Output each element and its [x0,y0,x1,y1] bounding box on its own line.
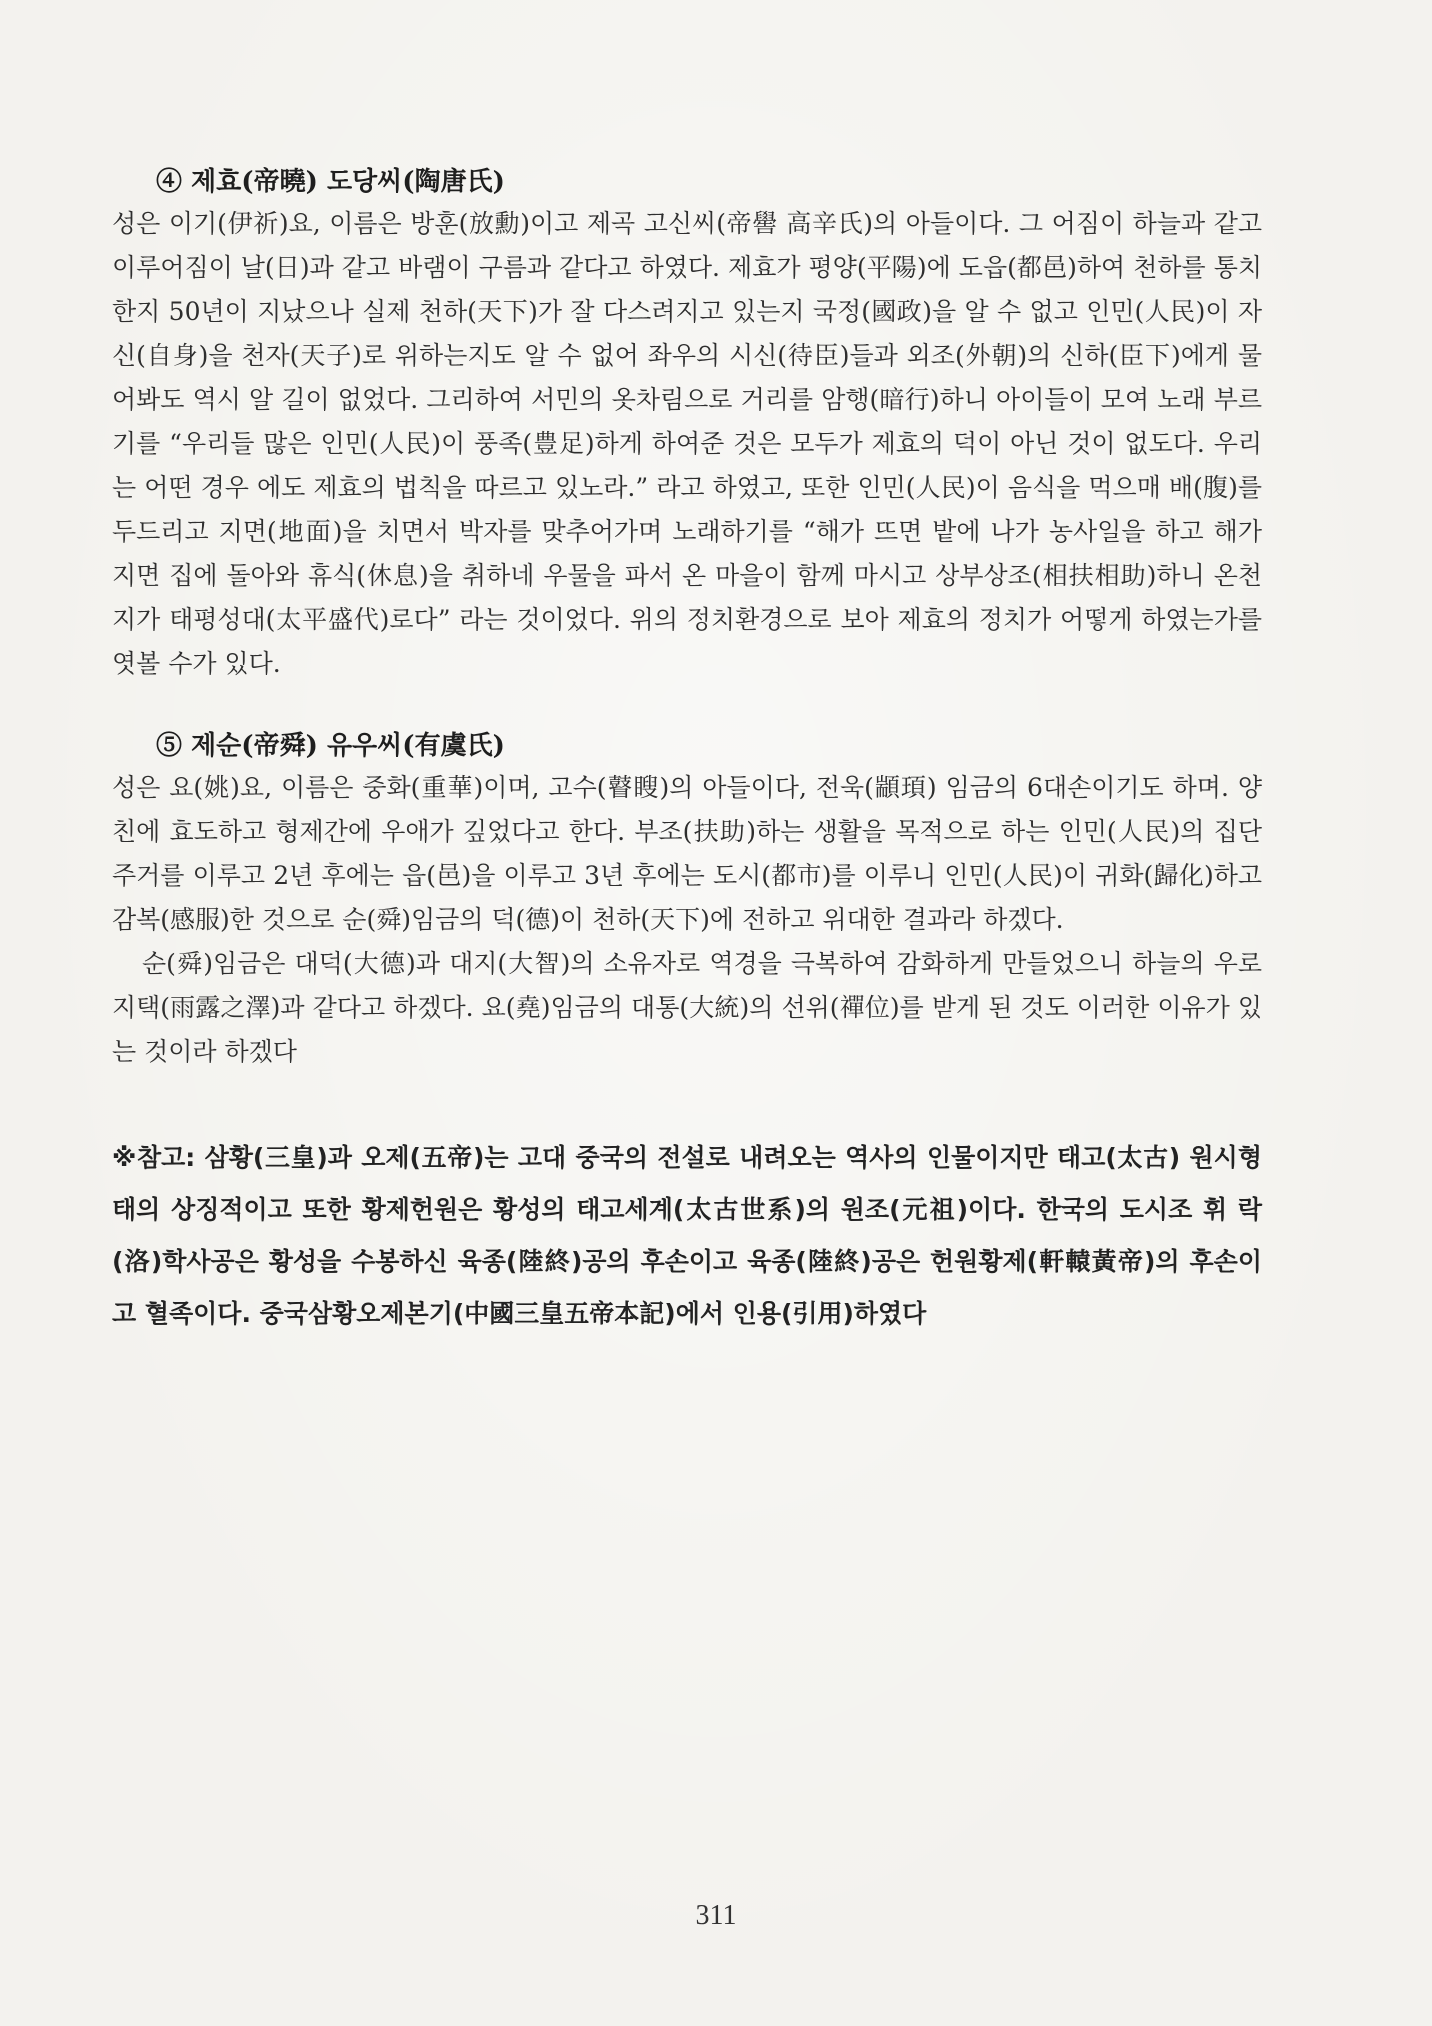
page-content [112,162,1262,1365]
page-number: 311 [695,1900,737,1931]
section-emperor-hyo [112,162,1262,686]
section-title-emperor-hyo: ④ 제효(帝曉) 도당씨(陶唐氏) [156,167,505,197]
section-emperor-sun [112,726,1262,1074]
section-paragraph-emperor-sun-2: 순(舜)임금은 대덕(大德)과 대지(大智)의 소유자로 역경을 극복하여 감화하게 만들었으니 하늘의 우로지택(雨露之澤)과 같다고 하겠다. 요(堯)임금의 대통(大統)의 선위(禪位)를 받게 된 것도 이러한 이유가 있는 것이라 하겠다 [112,949,1262,1066]
section-paragraph-emperor-sun-1: 성은 요(姚)요, 이름은 중화(重華)이며, 고수(瞽瞍)의 아들이다, 전욱(顓頊) 임금의 6대손이기도 하며. 양친에 효도하고 형제간에 우애가 깊었다고 한다. 부조(扶助)하는 생활을 목적으로 하는 인민(人民)의 집단주거를 이루고 2년 후에는 읍(邑)을 이루고 3년 후에는 도시(都市)를 이루니 인민(人民)이 귀화(歸化)하고 감복(感服)한 것으로 순(舜)임금의 덕(德)이 천하(天下)에 전하고 위대한 결과라 하겠다. [112,773,1262,934]
section-paragraph-emperor-hyo: 성은 이기(伊祈)요, 이름은 방훈(放勳)이고 제곡 고신씨(帝嚳 高辛氏)의 아들이다. 그 어짐이 하늘과 같고 이루어짐이 날(日)과 같고 바램이 구름과 같다고 하였다. 제효가 평양(平陽)에 도읍(都邑)하여 천하를 통치한지 50년이 지났으나 실제 천하(天下)가 잘 다스려지고 있는지 국정(國政)을 알 수 없고 인민(人民)이 자신(自身)을 천자(天子)로 위하는지도 알 수 없어 좌우의 시신(待臣)들과 외조(外朝)의 신하(臣下)에게 물어봐도 역시 알 길이 없었다. 그리하여 서민의 옷차림으로 거리를 암행(暗行)하니 아이들이 모여 노래 부르기를 “우리들 많은 인민(人民)이 풍족(豊足)하게 하여준 것은 모두가 제효의 덕이 아닌 것이 없도다. 우리는 어떤 경우 에도 제효의 법칙을 따르고 있노라.” 라고 하였고, 또한 인민(人民)이 음식을 먹으매 배(腹)를 두드리고 지면(地面)을 치면서 박자를 맞추어가며 노래하기를 “해가 뜨면 밭에 나가 농사일을 하고 해가 지면 집에 돌아와 휴식(休息)을 취하네 우물을 파서 온 마을이 함께 마시고 상부상조(相扶相助)하니 온천지가 태평성대(太平盛代)로다” 라는 것이었다. 위의 정치환경으로 보아 제효의 정치가 어떻게 하였는가를 엿볼 수가 있다. [112,209,1262,678]
section-title-emperor-sun: ⑤ 제순(帝舜) 유우씨(有虞氏) [156,731,505,761]
reference-note: ※참고: 삼황(三皇)과 오제(五帝)는 고대 중국의 전설로 내려오는 역사의 인물이지만 태고(太古) 원시형태의 상징적이고 또한 황제헌원은 황성의 태고세계(太古世系)의 원조(元祖)이다. 한국의 도시조 휘 락(洛)학사공은 황성을 수봉하신 육종(陸終)공의 후손이고 육종(陸終)공은 헌원황제(軒轅黃帝)의 후손이고 혈족이다. 중국삼황오제본기(中國三皇五帝本記)에서 인용(引用)하였다 [112,1143,1262,1328]
